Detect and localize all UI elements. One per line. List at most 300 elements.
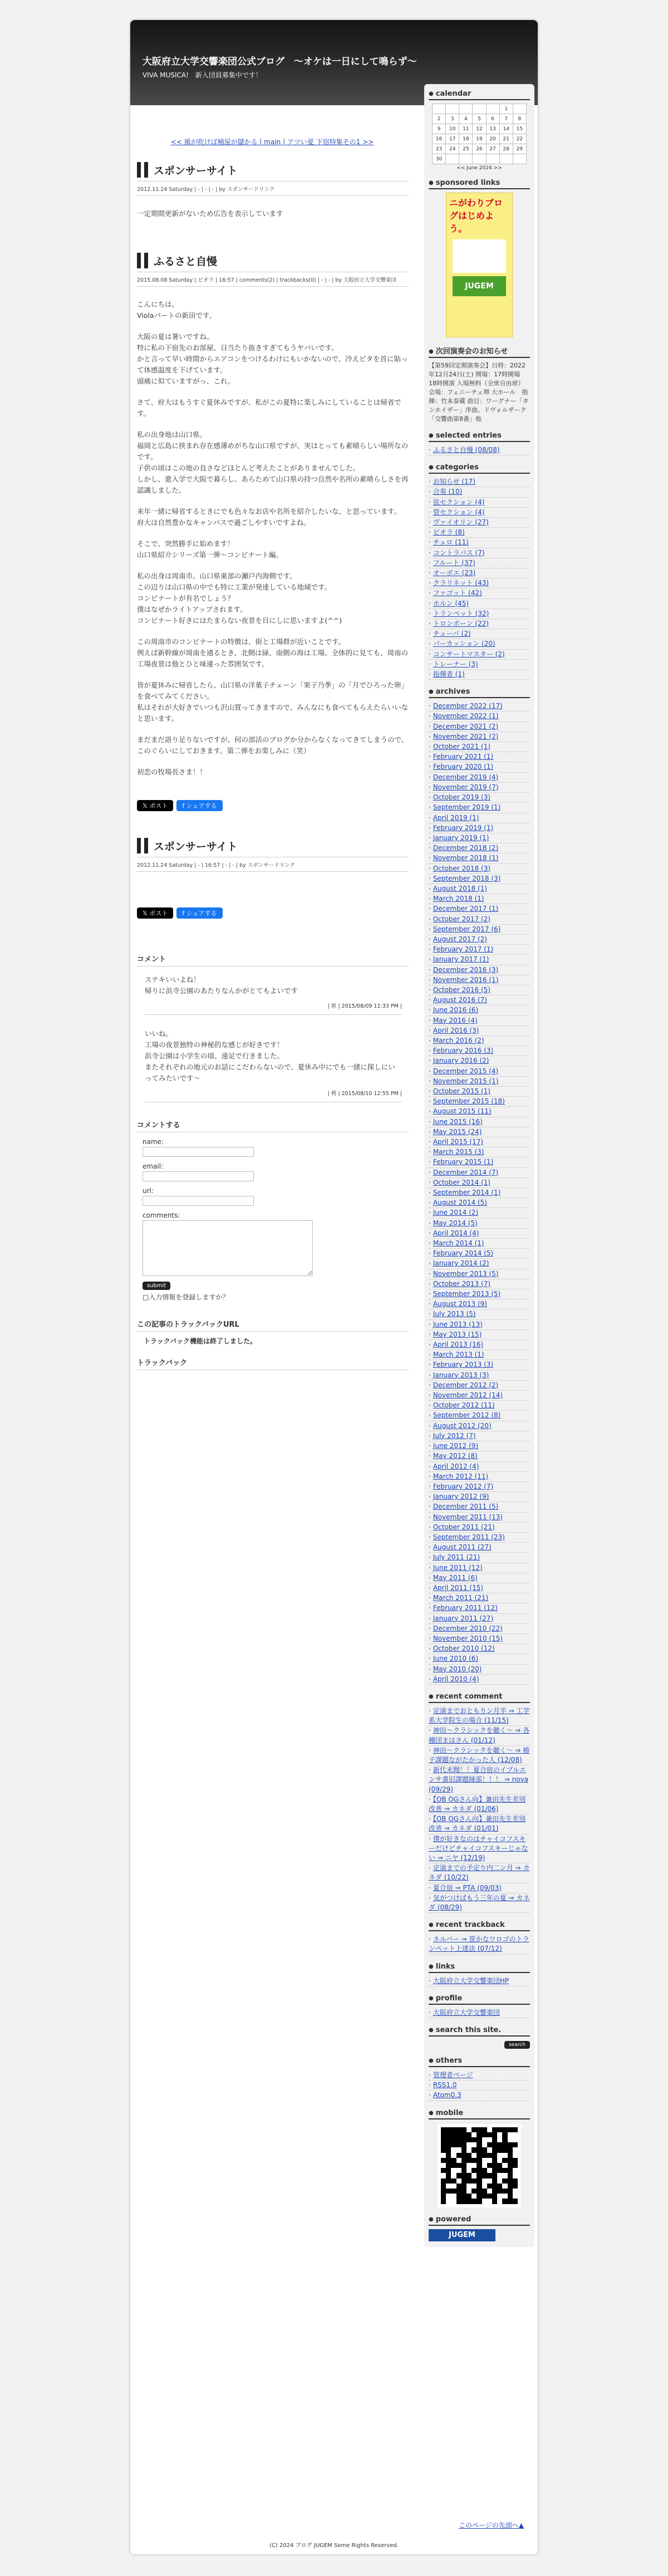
mobile-heading: ● mobile bbox=[429, 2109, 530, 2119]
category-item-link[interactable]: ファゴット (42) bbox=[433, 589, 482, 597]
archive-item-link[interactable]: April 2016 (3) bbox=[433, 1026, 479, 1034]
archive-item-link[interactable]: October 2016 (5) bbox=[433, 985, 491, 994]
category-item-link[interactable]: 合奏 (10) bbox=[433, 488, 463, 496]
archive-item-link[interactable]: April 2010 (4) bbox=[433, 1675, 479, 1683]
archive-item[interactable] bbox=[429, 1026, 530, 1036]
archive-item[interactable] bbox=[429, 1056, 530, 1066]
others-item[interactable] bbox=[429, 2070, 530, 2081]
recent-comment-item-link[interactable]: 【OB OGさん向】兼田先生差別改善 ⇒ カネダ (01/06) bbox=[429, 1795, 526, 1813]
archive-item-link[interactable]: February 2016 (3) bbox=[433, 1047, 494, 1055]
archive-item[interactable] bbox=[429, 1513, 530, 1523]
archive-item[interactable] bbox=[429, 1239, 530, 1249]
submit-button[interactable]: submit bbox=[143, 1282, 170, 1290]
recent-comment-item[interactable] bbox=[429, 1863, 530, 1883]
archive-item-link[interactable]: April 2013 (16) bbox=[433, 1341, 484, 1349]
archive-item[interactable] bbox=[429, 783, 530, 793]
archive-item-link[interactable]: October 2018 (3) bbox=[433, 864, 491, 872]
archive-item-link[interactable]: November 2018 (1) bbox=[433, 854, 499, 862]
archive-item-link[interactable]: June 2011 (12) bbox=[433, 1563, 483, 1572]
archive-item-link[interactable]: March 2015 (3) bbox=[433, 1148, 484, 1156]
email-input[interactable] bbox=[143, 1171, 254, 1181]
calendar-day: 23 bbox=[433, 144, 446, 154]
archive-item-link[interactable]: March 2012 (11) bbox=[433, 1472, 489, 1480]
archive-item[interactable] bbox=[429, 925, 530, 935]
archive-item-link[interactable]: May 2014 (5) bbox=[433, 1219, 478, 1227]
archive-item-link[interactable]: September 2017 (6) bbox=[433, 925, 501, 933]
archive-item[interactable] bbox=[429, 995, 530, 1005]
archive-item-link[interactable]: April 2015 (17) bbox=[433, 1138, 484, 1146]
archive-item-link[interactable]: February 2017 (1) bbox=[433, 945, 494, 954]
category-item-link[interactable]: 管セクション (4) bbox=[433, 508, 485, 516]
archive-item[interactable] bbox=[429, 793, 530, 803]
selected-entry-item-link[interactable]: ふるさと自慢 (08/08) bbox=[433, 446, 500, 454]
category-item-link[interactable]: パーカッション (20) bbox=[433, 640, 495, 648]
archive-item-link[interactable]: February 2020 (1) bbox=[433, 763, 494, 771]
archive-item[interactable] bbox=[429, 1381, 530, 1391]
archive-item-link[interactable]: April 2011 (15) bbox=[433, 1583, 484, 1592]
archive-item[interactable] bbox=[429, 833, 530, 843]
archive-item[interactable] bbox=[429, 1005, 530, 1015]
archive-item[interactable] bbox=[429, 894, 530, 904]
archive-item[interactable] bbox=[429, 1411, 530, 1421]
archive-item[interactable] bbox=[429, 1675, 530, 1685]
category-item-link[interactable]: コンサートマスター (2) bbox=[433, 650, 505, 658]
archive-item[interactable] bbox=[429, 773, 530, 783]
archive-item[interactable] bbox=[429, 1137, 530, 1147]
recent-comment-item[interactable] bbox=[429, 1893, 530, 1913]
recent-comments-heading: ● recent comment bbox=[429, 1692, 530, 1703]
archive-item[interactable] bbox=[429, 1289, 530, 1299]
profile-list bbox=[429, 2008, 530, 2018]
remember-checkbox[interactable]: □入力情報を登録しますか？ bbox=[143, 1293, 229, 1301]
entry-title[interactable]: ふるさと自慢 bbox=[154, 255, 218, 268]
category-item-link[interactable]: コントラバス (7) bbox=[433, 548, 485, 557]
archive-item-link[interactable]: November 2010 (15) bbox=[433, 1634, 503, 1642]
entry-title[interactable]: スポンサーサイト bbox=[154, 840, 238, 853]
category-item[interactable] bbox=[429, 599, 530, 609]
archive-item[interactable] bbox=[429, 752, 530, 762]
archive-item[interactable] bbox=[429, 1259, 530, 1269]
others-item-link[interactable]: RSS1.0 bbox=[433, 2081, 457, 2089]
archive-item[interactable] bbox=[429, 1188, 530, 1198]
archive-item-link[interactable]: May 2016 (4) bbox=[433, 1016, 478, 1024]
archive-item-link[interactable]: December 2019 (4) bbox=[433, 773, 499, 781]
facebook-share-button[interactable] bbox=[176, 800, 222, 811]
archive-item-link[interactable]: March 2018 (1) bbox=[433, 895, 484, 903]
category-item[interactable] bbox=[429, 660, 530, 670]
archive-item[interactable] bbox=[429, 853, 530, 863]
blog-title[interactable]: 大阪府立大学交響楽団公式ブログ ～オケは一日にして鳴らず～ bbox=[143, 56, 417, 67]
archive-item-link[interactable]: December 2015 (4) bbox=[433, 1067, 499, 1075]
archive-item[interactable] bbox=[429, 1219, 530, 1229]
category-item[interactable] bbox=[429, 568, 530, 578]
category-item-link[interactable]: クラリネット (43) bbox=[433, 579, 489, 587]
archive-item-link[interactable]: October 2015 (1) bbox=[433, 1087, 491, 1095]
archive-item-link[interactable]: July 2011 (21) bbox=[433, 1553, 480, 1562]
archive-item-link[interactable]: February 2012 (7) bbox=[433, 1482, 494, 1490]
archive-item[interactable] bbox=[429, 985, 530, 995]
archive-item-link[interactable]: December 2012 (2) bbox=[433, 1381, 499, 1389]
archive-item-link[interactable]: August 2014 (5) bbox=[433, 1199, 487, 1207]
archive-item-link[interactable]: January 2012 (9) bbox=[433, 1493, 489, 1501]
archive-item-link[interactable]: April 2014 (4) bbox=[433, 1229, 479, 1237]
category-item[interactable] bbox=[429, 558, 530, 568]
archive-item[interactable] bbox=[429, 935, 530, 945]
archive-item-link[interactable]: November 2012 (14) bbox=[433, 1391, 503, 1400]
archive-item[interactable] bbox=[429, 1127, 530, 1137]
archive-item[interactable] bbox=[429, 762, 530, 772]
archive-item[interactable] bbox=[429, 1309, 530, 1319]
archive-item-link[interactable]: May 2011 (6) bbox=[433, 1573, 478, 1582]
archive-item-link[interactable]: December 2011 (5) bbox=[433, 1503, 499, 1511]
category-item[interactable] bbox=[429, 487, 530, 497]
archive-item[interactable] bbox=[429, 1614, 530, 1624]
archive-item-link[interactable]: January 2019 (1) bbox=[433, 833, 489, 842]
category-item[interactable] bbox=[429, 528, 530, 538]
archive-item[interactable] bbox=[429, 1583, 530, 1593]
archive-item[interactable] bbox=[429, 1492, 530, 1502]
archive-item-link[interactable]: December 2017 (1) bbox=[433, 905, 499, 913]
category-item[interactable] bbox=[429, 639, 530, 649]
archive-item-link[interactable]: December 2018 (2) bbox=[433, 844, 499, 852]
category-item[interactable] bbox=[429, 538, 530, 548]
link-item[interactable] bbox=[429, 1976, 530, 1986]
archive-item[interactable] bbox=[429, 1350, 530, 1360]
archive-item-link[interactable]: January 2014 (2) bbox=[433, 1259, 489, 1268]
archive-item[interactable] bbox=[429, 843, 530, 853]
archive-item-link[interactable]: August 2015 (11) bbox=[433, 1107, 492, 1116]
recent-comment-item-link[interactable]: 神田〜クラシックを聴く〜 ⇒ 椿子課題ながたかった人 (12/08) bbox=[429, 1746, 530, 1764]
archive-item-link[interactable]: November 2021 (2) bbox=[433, 732, 499, 740]
archive-item[interactable] bbox=[429, 1117, 530, 1127]
archive-item[interactable] bbox=[429, 1502, 530, 1512]
category-item-link[interactable]: ビオラ (8) bbox=[433, 528, 465, 537]
archive-item[interactable] bbox=[429, 1401, 530, 1411]
calendar-nav[interactable]: << June 2024 >> bbox=[456, 165, 502, 171]
archive-item[interactable] bbox=[429, 712, 530, 722]
archive-item[interactable] bbox=[429, 1067, 530, 1077]
category-item[interactable] bbox=[429, 498, 530, 508]
archive-item-link[interactable]: February 2013 (3) bbox=[433, 1361, 494, 1369]
url-input[interactable] bbox=[143, 1196, 254, 1206]
archive-item-link[interactable]: September 2012 (8) bbox=[433, 1411, 501, 1420]
archive-item[interactable] bbox=[429, 1665, 530, 1675]
archive-item-link[interactable]: August 2016 (7) bbox=[433, 996, 487, 1004]
archive-item[interactable] bbox=[429, 1391, 530, 1401]
x-post-button[interactable] bbox=[137, 907, 173, 919]
archive-item[interactable] bbox=[429, 945, 530, 955]
archive-item[interactable] bbox=[429, 1563, 530, 1573]
category-item-link[interactable]: トランペット (32) bbox=[433, 609, 489, 617]
category-item[interactable] bbox=[429, 619, 530, 629]
x-post-button[interactable] bbox=[137, 800, 173, 811]
archive-item-link[interactable]: March 2013 (1) bbox=[433, 1351, 484, 1359]
category-item-link[interactable]: フルート (37) bbox=[433, 558, 475, 567]
others-item[interactable] bbox=[429, 2091, 530, 2101]
recent-comment-item-link[interactable]: 夏合宿 ⇒ PTA (09/03) bbox=[433, 1883, 502, 1892]
category-item[interactable] bbox=[429, 578, 530, 588]
archive-item-link[interactable]: August 2017 (2) bbox=[433, 935, 487, 943]
name-input[interactable] bbox=[143, 1147, 254, 1157]
category-item-link[interactable]: チェロ (11) bbox=[433, 538, 469, 547]
category-item-link[interactable]: トロンボーン (22) bbox=[433, 620, 489, 628]
archive-item-link[interactable]: August 2011 (27) bbox=[433, 1543, 492, 1552]
archive-item-link[interactable]: October 2014 (1) bbox=[433, 1178, 491, 1186]
archive-item[interactable] bbox=[429, 1087, 530, 1097]
category-item[interactable] bbox=[429, 588, 530, 598]
category-item[interactable] bbox=[429, 629, 530, 639]
archive-item[interactable] bbox=[429, 1371, 530, 1381]
archive-item-link[interactable]: March 2011 (21) bbox=[433, 1594, 489, 1602]
recent-trackback-item[interactable] bbox=[429, 1935, 530, 1954]
category-item-link[interactable]: お知らせ (17) bbox=[433, 478, 475, 486]
archive-item[interactable] bbox=[429, 1360, 530, 1370]
archive-item[interactable] bbox=[429, 1441, 530, 1451]
page-top-link[interactable]: このページの先頭へ▲ bbox=[459, 2521, 524, 2529]
archive-item[interactable] bbox=[429, 1553, 530, 1563]
archive-item[interactable] bbox=[429, 874, 530, 884]
archive-item-link[interactable]: August 2013 (9) bbox=[433, 1300, 487, 1308]
recent-comment-item-link[interactable]: 僕が好きなのはチャイコフスキーだけどチャイコフスキーじゃない ⇒ ニヤ (12/19) bbox=[429, 1834, 528, 1862]
archive-item-link[interactable]: October 2013 (7) bbox=[433, 1279, 491, 1288]
archive-item[interactable] bbox=[429, 1573, 530, 1583]
archive-item[interactable] bbox=[429, 1634, 530, 1644]
archive-item-link[interactable]: December 2014 (7) bbox=[433, 1168, 499, 1176]
archive-item-link[interactable]: January 2017 (1) bbox=[433, 955, 489, 964]
archive-item[interactable] bbox=[429, 1593, 530, 1603]
recent-comment-item-link[interactable]: 新代未聞！！夏合宿のイブルエンサ書旧課題縁部！！！ ⇒ nova (09/29) bbox=[429, 1766, 529, 1793]
archive-item-link[interactable]: December 2022 (17) bbox=[433, 702, 503, 710]
others-item-link[interactable]: Atom0.3 bbox=[433, 2091, 461, 2099]
archive-item[interactable] bbox=[429, 1178, 530, 1188]
archive-item-link[interactable]: May 2010 (20) bbox=[433, 1665, 482, 1673]
archive-item[interactable] bbox=[429, 1269, 530, 1279]
archive-item[interactable] bbox=[429, 1320, 530, 1330]
archive-item[interactable] bbox=[429, 742, 530, 752]
archive-item[interactable] bbox=[429, 1482, 530, 1492]
archive-item-link[interactable]: May 2012 (8) bbox=[433, 1452, 478, 1460]
archive-item-link[interactable]: November 2022 (1) bbox=[433, 712, 499, 720]
recent-comment-item-link[interactable]: 気がつけばもう三年の夏 ⇒ カネダ (08/29) bbox=[429, 1893, 530, 1912]
archive-item-link[interactable]: February 2019 (1) bbox=[433, 823, 494, 832]
category-item-link[interactable]: トレーナー (3) bbox=[433, 660, 478, 668]
recent-trackback-list bbox=[429, 1935, 530, 1954]
archive-item[interactable] bbox=[429, 1299, 530, 1309]
archive-item-link[interactable]: October 2019 (3) bbox=[433, 793, 491, 802]
archive-item-link[interactable]: September 2013 (5) bbox=[433, 1290, 501, 1298]
category-item-link[interactable]: チューバ (2) bbox=[433, 630, 471, 638]
profile-item-link[interactable]: 大阪府立大学交響楽団 bbox=[433, 2008, 500, 2016]
archive-item[interactable] bbox=[429, 1147, 530, 1157]
archive-item[interactable] bbox=[429, 884, 530, 894]
archive-item[interactable] bbox=[429, 904, 530, 914]
recent-comment-item[interactable] bbox=[429, 1883, 530, 1893]
archive-item[interactable] bbox=[429, 1279, 530, 1289]
recent-comment-item[interactable] bbox=[429, 1726, 530, 1745]
entry-navigation[interactable] bbox=[130, 137, 414, 146]
recent-comment-item[interactable] bbox=[429, 1814, 530, 1834]
category-item[interactable] bbox=[429, 518, 530, 528]
archive-item[interactable] bbox=[429, 1462, 530, 1472]
archive-item[interactable] bbox=[429, 722, 530, 732]
archive-item-link[interactable]: May 2013 (15) bbox=[433, 1330, 482, 1338]
archive-item[interactable] bbox=[429, 1421, 530, 1431]
archive-item[interactable] bbox=[429, 1451, 530, 1461]
archive-item[interactable] bbox=[429, 1077, 530, 1087]
archive-item[interactable] bbox=[429, 1340, 530, 1350]
archive-item[interactable] bbox=[429, 1654, 530, 1664]
archive-item[interactable] bbox=[429, 965, 530, 975]
archive-item-link[interactable]: November 2011 (13) bbox=[433, 1513, 503, 1521]
archive-item-link[interactable]: November 2016 (1) bbox=[433, 975, 499, 984]
archive-item[interactable] bbox=[429, 1097, 530, 1107]
selected-entries-list bbox=[429, 445, 530, 455]
archive-item-link[interactable]: September 2015 (18) bbox=[433, 1097, 505, 1106]
archive-item-link[interactable]: August 2018 (1) bbox=[433, 884, 487, 892]
archive-item-link[interactable]: February 2014 (5) bbox=[433, 1249, 494, 1258]
archive-item[interactable] bbox=[429, 1624, 530, 1634]
recent-comment-item[interactable] bbox=[429, 1834, 530, 1864]
recent-comment-item-link[interactable]: 神田〜クラシックを聴く〜 ⇒ 各種団まはさん (01/12) bbox=[429, 1726, 530, 1744]
recent-comment-item-link[interactable]: 【OB OGさん向】兼田先生差別改善 ⇒ カネダ (01/01) bbox=[429, 1815, 526, 1833]
archive-item[interactable] bbox=[429, 1016, 530, 1026]
recent-comment-item[interactable] bbox=[429, 1765, 530, 1795]
archive-item-link[interactable]: September 2019 (1) bbox=[433, 803, 501, 812]
others-item[interactable] bbox=[429, 2081, 530, 2091]
archive-item[interactable] bbox=[429, 955, 530, 965]
archive-item[interactable] bbox=[429, 1229, 530, 1239]
recent-comment-item[interactable] bbox=[429, 1795, 530, 1814]
sponsored-ad[interactable] bbox=[446, 193, 513, 337]
archive-item-link[interactable]: June 2012 (9) bbox=[433, 1442, 479, 1450]
archive-item[interactable] bbox=[429, 701, 530, 712]
category-item[interactable] bbox=[429, 609, 530, 619]
archive-item-link[interactable]: February 2011 (12) bbox=[433, 1604, 498, 1612]
archive-item-link[interactable]: February 2015 (1) bbox=[433, 1158, 494, 1166]
archive-item[interactable] bbox=[429, 823, 530, 833]
facebook-share-label: シェアする bbox=[186, 910, 217, 917]
archive-item[interactable] bbox=[429, 1644, 530, 1654]
category-item[interactable] bbox=[429, 670, 530, 680]
archive-item[interactable] bbox=[429, 1249, 530, 1259]
archive-item-link[interactable]: January 2013 (3) bbox=[433, 1371, 489, 1379]
recent-comment-item[interactable] bbox=[429, 1746, 530, 1765]
powered-heading: ● powered bbox=[429, 2215, 530, 2226]
archive-item[interactable] bbox=[429, 1107, 530, 1117]
category-item[interactable] bbox=[429, 650, 530, 660]
category-item-link[interactable]: ヴァイオリン (27) bbox=[433, 518, 489, 527]
recent-trackback-item-link[interactable]: ネルバー ⇒ 笹かなワロゴのトランペット上達法 (07/12) bbox=[429, 1935, 529, 1953]
archive-item-link[interactable]: October 2017 (2) bbox=[433, 915, 491, 923]
category-item[interactable] bbox=[429, 508, 530, 518]
archive-item[interactable] bbox=[429, 1431, 530, 1441]
archive-item[interactable] bbox=[429, 1168, 530, 1178]
archive-item-link[interactable]: October 2012 (11) bbox=[433, 1401, 495, 1410]
recent-comment-item-link[interactable]: 定演までおともりン月半 ⇒ 工学系大学院生の場合 (11/15) bbox=[429, 1706, 530, 1725]
category-item[interactable] bbox=[429, 548, 530, 558]
archive-item[interactable] bbox=[429, 864, 530, 874]
archive-item-link[interactable]: February 2021 (1) bbox=[433, 753, 494, 761]
archive-item-link[interactable]: November 2015 (1) bbox=[433, 1077, 499, 1085]
archive-item[interactable] bbox=[429, 1208, 530, 1218]
archive-item[interactable] bbox=[429, 1046, 530, 1056]
archive-item[interactable] bbox=[429, 1157, 530, 1167]
jugem-logo[interactable]: JUGEM bbox=[429, 2229, 495, 2241]
selected-entry-item[interactable] bbox=[429, 445, 530, 455]
archive-item[interactable] bbox=[429, 1036, 530, 1046]
archive-item-link[interactable]: March 2016 (2) bbox=[433, 1036, 484, 1044]
archive-item-link[interactable]: March 2014 (1) bbox=[433, 1239, 484, 1248]
archive-item[interactable] bbox=[429, 803, 530, 813]
archive-item[interactable] bbox=[429, 915, 530, 925]
archive-item-link[interactable]: April 2012 (4) bbox=[433, 1462, 479, 1470]
entry-meta[interactable]: 2015.08.08 Saturday | ビオラ | 16:57 | comments(2) | trackbacks(0) | - | - | by 大阪府立大学交響楽団 bbox=[137, 276, 409, 287]
others-item-link[interactable]: 管理者ページ bbox=[433, 2071, 473, 2079]
archive-item-link[interactable]: December 2016 (3) bbox=[433, 965, 499, 974]
archive-item[interactable] bbox=[429, 813, 530, 823]
archive-item-link[interactable]: June 2014 (2) bbox=[433, 1209, 479, 1217]
archive-item-link[interactable]: May 2015 (24) bbox=[433, 1127, 482, 1136]
archive-item-link[interactable]: June 2015 (16) bbox=[433, 1117, 483, 1126]
archive-item-link[interactable]: November 2013 (5) bbox=[433, 1269, 499, 1278]
archive-item[interactable] bbox=[429, 1472, 530, 1482]
archive-item[interactable] bbox=[429, 1543, 530, 1553]
link-item-link[interactable]: 大阪府立大学交響楽団HP bbox=[433, 1976, 509, 1985]
archive-item-link[interactable]: June 2010 (6) bbox=[433, 1655, 479, 1663]
archive-item[interactable] bbox=[429, 732, 530, 742]
archive-item-link[interactable]: December 2010 (22) bbox=[433, 1624, 503, 1632]
archive-item-link[interactable]: June 2013 (13) bbox=[433, 1320, 483, 1328]
archive-item-link[interactable]: September 2014 (1) bbox=[433, 1189, 501, 1197]
recent-comment-item[interactable] bbox=[429, 1706, 530, 1726]
archive-item[interactable] bbox=[429, 1523, 530, 1533]
archive-item-link[interactable]: September 2018 (3) bbox=[433, 874, 501, 882]
recent-comment-item-link[interactable]: 定演までの予定り内二ン月 ⇒ カネダ (10/22) bbox=[429, 1864, 530, 1882]
archive-item-link[interactable]: June 2016 (6) bbox=[433, 1006, 479, 1014]
category-item-link[interactable]: ホルン (45) bbox=[433, 599, 469, 607]
entry-title[interactable]: スポンサーサイト bbox=[154, 164, 238, 177]
comments-textarea[interactable] bbox=[143, 1220, 313, 1276]
archive-item-link[interactable]: January 2011 (27) bbox=[433, 1614, 494, 1622]
x-post-label: ポスト bbox=[149, 910, 168, 917]
archive-item[interactable] bbox=[429, 1533, 530, 1543]
archive-item-link[interactable]: October 2010 (12) bbox=[433, 1645, 495, 1653]
archive-item-link[interactable]: November 2019 (7) bbox=[433, 783, 499, 791]
category-item-link[interactable]: 弦セクション (4) bbox=[433, 498, 485, 506]
archive-item-link[interactable]: October 2021 (1) bbox=[433, 743, 491, 751]
nav-links[interactable]: << 風が吹けば桶屋が儲かる | main | アツい夏 下宿特集その1 >> bbox=[170, 138, 374, 146]
archive-item-link[interactable]: October 2011 (21) bbox=[433, 1523, 495, 1531]
archive-item-link[interactable]: April 2019 (1) bbox=[433, 813, 479, 822]
archive-item-link[interactable]: September 2011 (23) bbox=[433, 1533, 505, 1541]
category-item[interactable] bbox=[429, 477, 530, 487]
archive-item[interactable] bbox=[429, 975, 530, 985]
profile-item[interactable] bbox=[429, 2008, 530, 2018]
search-button[interactable]: search bbox=[504, 2041, 530, 2049]
archive-item[interactable] bbox=[429, 1330, 530, 1340]
category-item-link[interactable]: 指揮者 (1) bbox=[433, 670, 465, 679]
archive-item-link[interactable]: December 2021 (2) bbox=[433, 722, 499, 730]
category-item-link[interactable]: オーボエ (23) bbox=[433, 569, 476, 577]
archive-item[interactable] bbox=[429, 1198, 530, 1208]
entry-paragraph: 私の出身地は山口県。 福岡と広島に挟まれ存在感薄めがちな山口県ですが、実はとっても素晴らしい場所なのです。 子供の頃はこの地の良さなどほとんど考えたことがありませんでした。 しかし、進入学で大阪で暮らし、あらためて山口県の持つ自然や名所の素晴らしさを再認識しました。 bbox=[137, 430, 409, 494]
archive-item-link[interactable]: January 2016 (2) bbox=[433, 1057, 489, 1065]
archive-item-link[interactable]: July 2012 (7) bbox=[433, 1431, 476, 1440]
archive-item-link[interactable]: July 2013 (5) bbox=[433, 1310, 476, 1318]
archive-item-link[interactable]: August 2012 (20) bbox=[433, 1421, 492, 1430]
facebook-share-button[interactable] bbox=[176, 907, 222, 919]
archive-item[interactable] bbox=[429, 1603, 530, 1613]
